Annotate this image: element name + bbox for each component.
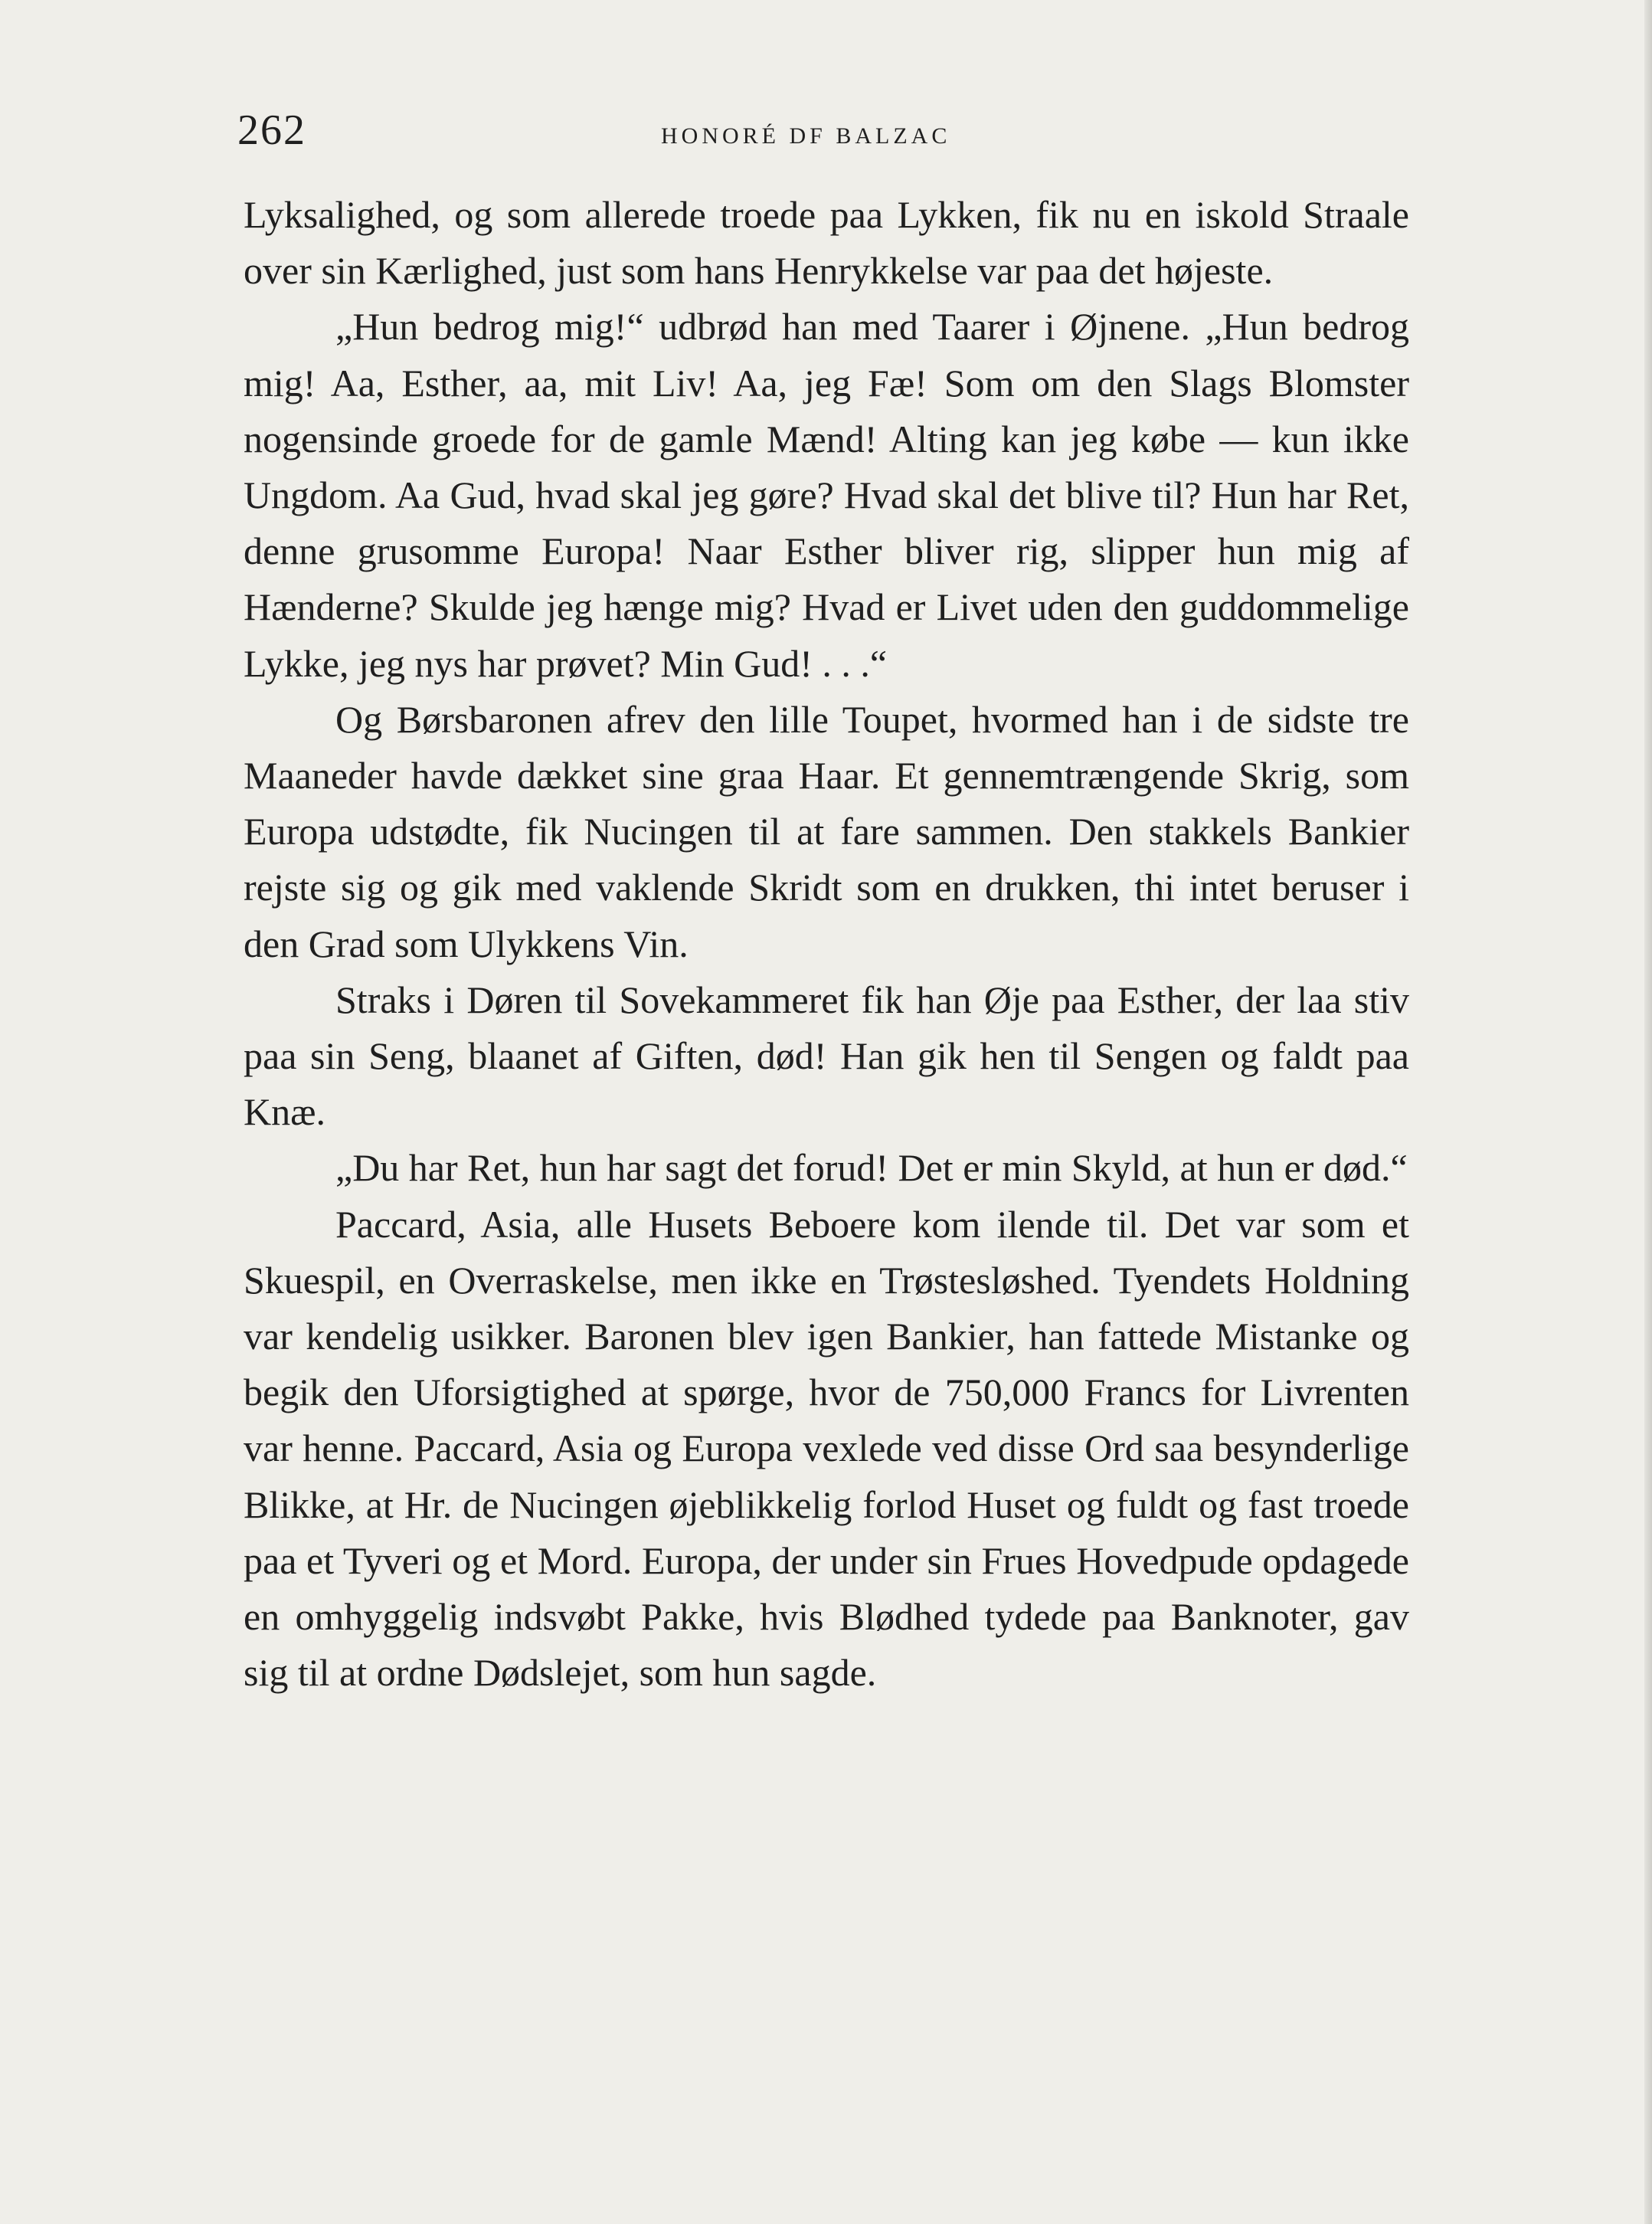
paragraph-3: Og Børsbaronen afrev den lille Toupet, hvormed han i de sidste tre Maaneder havde dækket sine graa Haar. Et gennemtrængende Skrig, som Europa udstødte, fik Nucingen til at fare sammen. Den stakkels Bankier rejste sig og gik med vaklende Skridt som en drukken, thi intet beruser i den Grad som Ulykkens Vin.	[244, 697, 1409, 965]
running-title: HONORÉ DF BALZAC	[661, 123, 951, 149]
body-text	[244, 187, 1409, 1701]
paragraph-4: Straks i Døren til Sovekammeret fik han Øje paa Esther, der laa stiv paa sin Seng, blaanet af Giften, død! Han gik hen til Sengen og faldt paa Knæ.	[244, 978, 1409, 1134]
paragraph-5: „Du har Ret, hun har sagt det forud! Det er min Skyld, at hun er død.“	[335, 1146, 1408, 1190]
page-edge-shadow	[1644, 0, 1652, 2224]
paragraph-1: Lyksalighed, og som allerede troede paa Lykken, fik nu en iskold Straale over sin Kærlighed, just som hans Henrykkelse var paa det højeste.	[244, 193, 1409, 293]
page-header	[237, 100, 1409, 161]
paragraph-2: „Hun bedrog mig!“ udbrød han med Taarer i Øjnene. „Hun bedrog mig! Aa, Esther, aa, mit Liv! Aa, jeg Fæ! Som om den Slags Blomster nogensinde groede for de gamle Mænd! Alting kan jeg købe — kun ikke Ungdom. Aa Gud, hvad skal jeg gøre? Hvad skal det blive til? Hun har Ret, denne grusomme Europa! Naar Esther bliver rig, slipper hun mig af Hænderne? Skulde jeg hænge mig? Hvad er Livet uden den guddommelige Lykke, jeg nys har prøvet? Min Gud! . . .“	[244, 305, 1409, 685]
page-number: 262	[237, 106, 306, 154]
paragraph-6: Paccard, Asia, alle Husets Beboere kom ilende til. Det var som et Skuespil, en Overraskelse, men ikke en Trøstesløshed. Tyendets Holdning var kendelig usikker. Baronen blev igen Bankier, han fattede Mistanke og begik den Uforsigtighed at spørge, hvor de 750,000 Francs for Livrenten var henne. Paccard, Asia og Europa vexlede ved disse Ord saa besynderlige Blikke, at Hr. de Nucingen øjeblikkelig forlod Huset og fuldt og fast troede paa et Tyveri og et Mord. Europa, der under sin Frues Hovedpude opdagede en omhyggelig indsvøbt Pakke, hvis Blødhed tydede paa Banknoter, gav sig til at ordne Dødslejet, som hun sagde.	[244, 1202, 1409, 1695]
